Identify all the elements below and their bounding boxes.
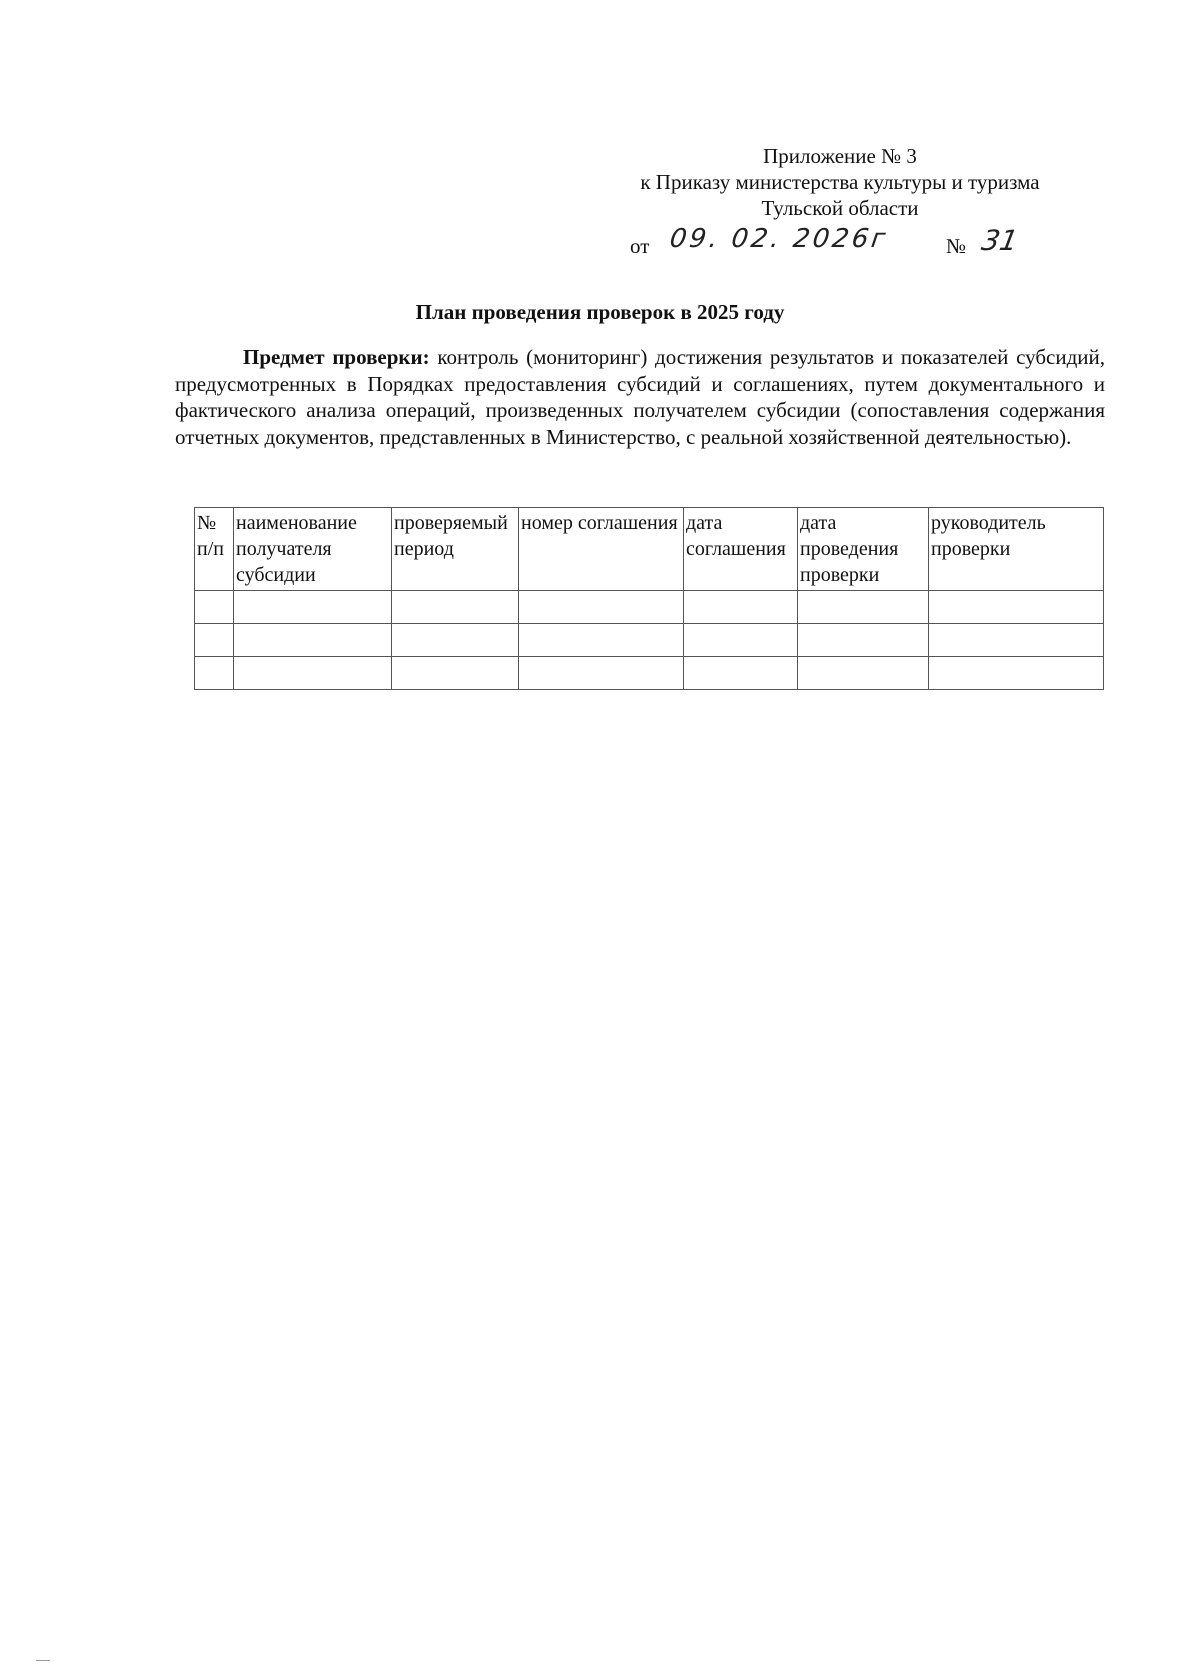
order-date-handwritten: 09. 02. 2026г: [667, 224, 891, 254]
table-cell: [519, 657, 684, 690]
subject-text: контроль (мониторинг) достижения результатов и показателей субсидий, предусмотренных в Порядках предоставления субсидий и соглашениях, путем документального и фактического анализа операций, произведенных получателем субсидии (сопоставления содержания отчетных документов, представленных в Министерство, с реальной хозяйственной деятельностью).: [175, 345, 1106, 449]
table-cell: [234, 657, 392, 690]
table-cell: [929, 624, 1104, 657]
table-row: [195, 591, 1104, 624]
attachment-line-1: Приложение № 3: [763, 144, 917, 168]
table-cell: [684, 624, 798, 657]
attachment-line-3: Тульской области: [761, 196, 919, 220]
header-inspection-head: руководитель проверки: [929, 508, 1104, 591]
table-cell: [195, 657, 234, 690]
table-cell: [392, 624, 519, 657]
table-cell: [392, 591, 519, 624]
table-cell: [392, 657, 519, 690]
table-cell: [798, 624, 929, 657]
header-inspection-date: дата проведения проверки: [798, 508, 929, 591]
table-cell: [195, 591, 234, 624]
table-cell: [798, 591, 929, 624]
table-cell: [929, 657, 1104, 690]
table-row: [195, 657, 1104, 690]
table-header-row: [195, 508, 1104, 591]
scan-edge-mark: [36, 1660, 50, 1661]
table-cell: [234, 591, 392, 624]
subject-lead: Предмет проверки:: [243, 345, 430, 369]
header-agreement-date: дата соглашения: [684, 508, 798, 591]
header-agreement-number: номер соглашения: [519, 508, 684, 591]
attachment-line-2: к Приказу министерства культуры и туризма: [640, 170, 1040, 194]
order-date-line: [630, 224, 1050, 264]
table-row: [195, 624, 1104, 657]
order-date-label: от: [630, 234, 650, 258]
table-cell: [519, 591, 684, 624]
table-cell: [929, 591, 1104, 624]
table-cell: [519, 624, 684, 657]
header-period: проверяемый период: [392, 508, 519, 591]
subject-paragraph: [175, 344, 1105, 450]
table-cell: [798, 657, 929, 690]
table-cell: [234, 624, 392, 657]
order-number-sign: №: [946, 234, 967, 258]
order-number-handwritten: 31: [979, 224, 1021, 257]
table-cell: [684, 591, 798, 624]
header-recipient-name: наименование получателя субсидии: [234, 508, 392, 591]
header-number: № п/п: [195, 508, 234, 591]
table-cell: [684, 657, 798, 690]
attachment-header: [600, 143, 1080, 221]
table-cell: [195, 624, 234, 657]
inspection-plan-table: [194, 507, 1104, 690]
document-title: План проведения проверок в 2025 году: [415, 300, 785, 324]
